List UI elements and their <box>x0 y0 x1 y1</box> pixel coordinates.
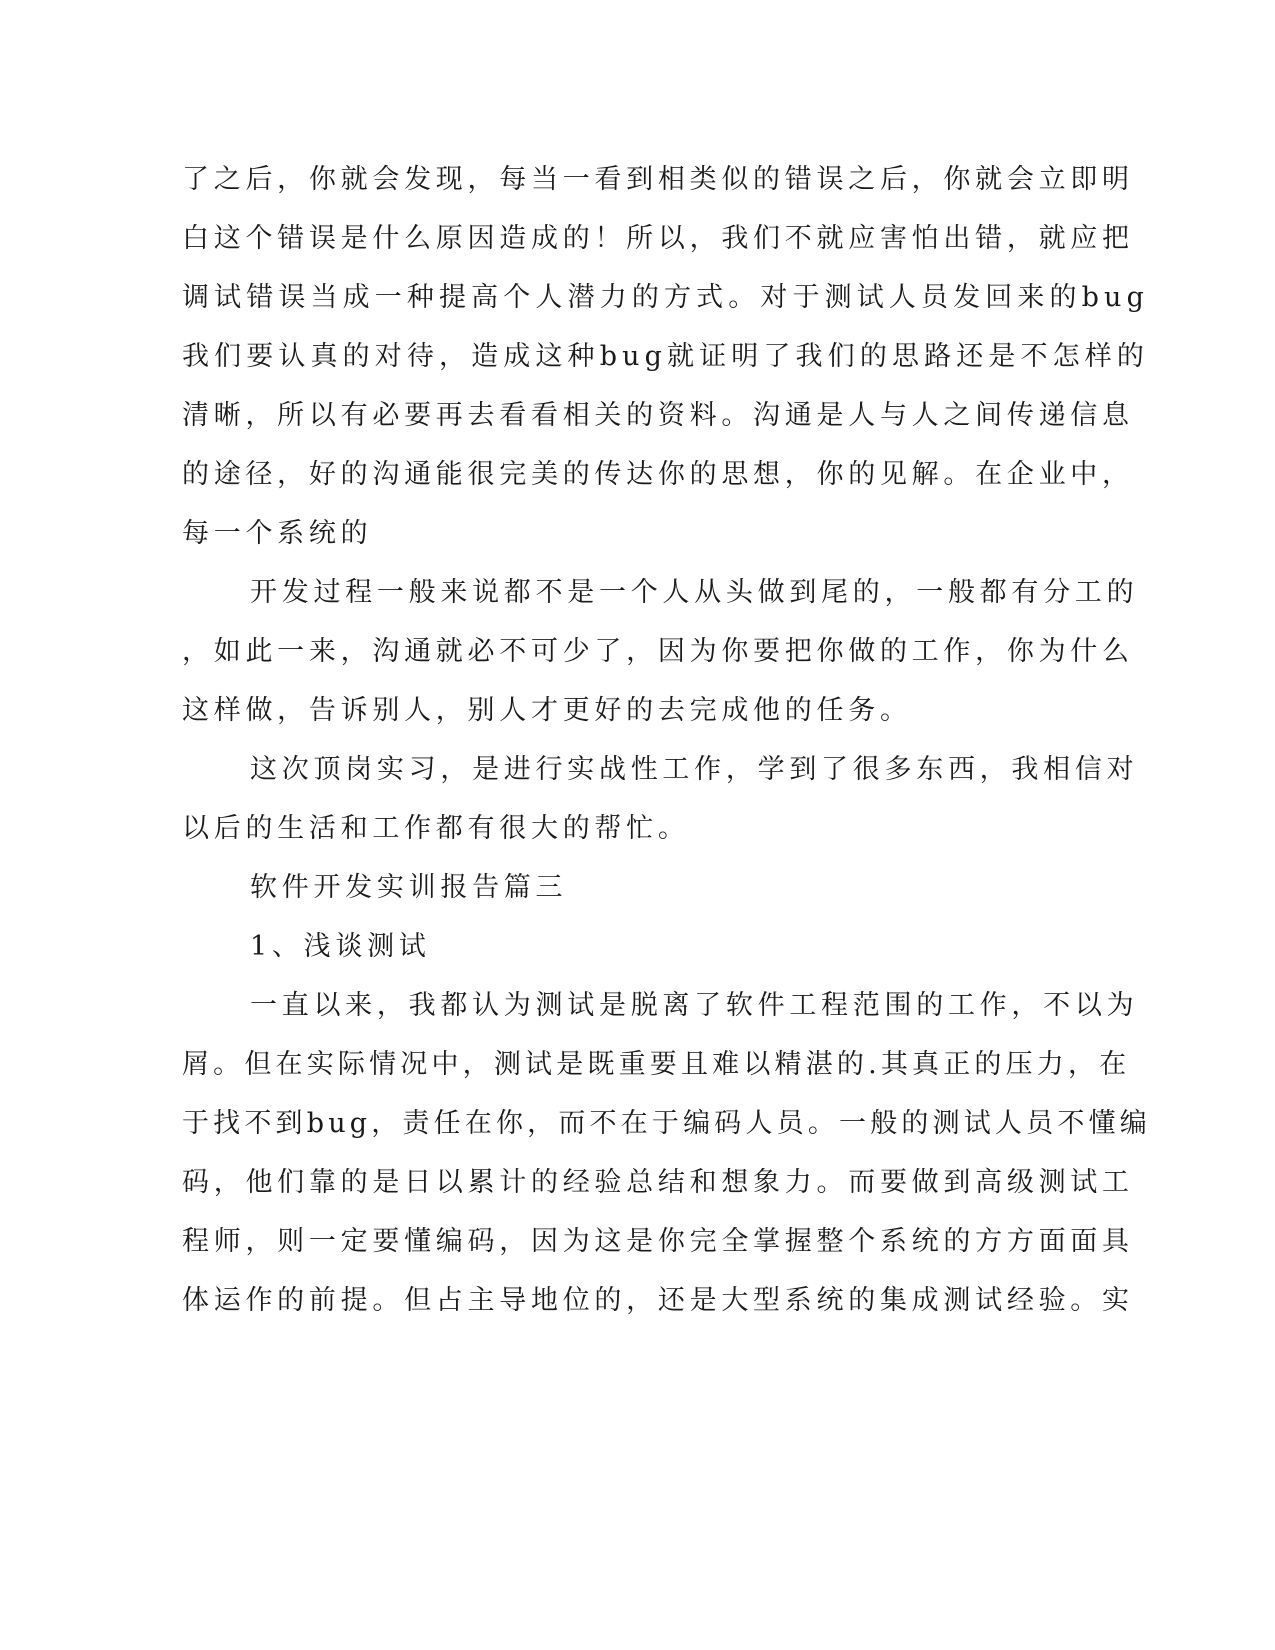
text-line-10: 这样做，告诉别人，别人才更好的去完成他的任务。 <box>182 695 912 726</box>
text-line-3: 调试错误当成一种提高个人潜力的方式。对于测试人员发回来的bug <box>182 282 1149 313</box>
text-line-7: 每一个系统的 <box>182 518 373 549</box>
text-line-18: 码，他们靠的是日以累计的经验总结和想象力。而要做到高级测试工 <box>182 1167 1134 1198</box>
text-line-9: ，如此一来，沟通就必不可少了，因为你要把你做的工作，你为什么 <box>182 636 1134 667</box>
text-line-20: 体运作的前提。但占主导地位的，还是大型系统的集成测试经验。实 <box>182 1285 1134 1316</box>
text-line-8: 开发过程一般来说都不是一个人从头做到尾的，一般都有分工的 <box>250 577 1139 608</box>
text-line-16: 屑。但在实际情况中，测试是既重要且难以精湛的.其真正的压力，在 <box>182 1049 1131 1080</box>
text-line-15: 一直以来，我都认为测试是脱离了软件工程范围的工作，不以为 <box>250 990 1139 1021</box>
text-line-5: 清晰，所以有必要再去看看相关的资料。沟通是人与人之间传递信息 <box>182 400 1134 431</box>
subsection-heading: 1、浅谈测试 <box>250 931 431 962</box>
text-line-1: 了之后，你就会发现，每当一看到相类似的错误之后，你就会立即明 <box>182 164 1134 195</box>
text-line-12: 以后的生活和工作都有很大的帮忙。 <box>182 813 690 844</box>
text-line-17: 于找不到bug，责任在你，而不在于编码人员。一般的测试人员不懂编 <box>182 1108 1151 1139</box>
text-line-6: 的途径，好的沟通能很完美的传达你的思想，你的见解。在企业中， <box>182 459 1134 490</box>
text-line-11: 这次顶岗实习，是进行实战性工作，学到了很多东西，我相信对 <box>250 754 1139 785</box>
text-line-2: 白这个错误是什么原因造成的！所以，我们不就应害怕出错，就应把 <box>182 223 1134 254</box>
text-line-4: 我们要认真的对待，造成这种bug就证明了我们的思路还是不怎样的 <box>182 341 1149 372</box>
text-line-19: 程师，则一定要懂编码，因为这是你完全掌握整个系统的方方面面具 <box>182 1226 1134 1257</box>
section-heading: 软件开发实训报告篇三 <box>250 872 568 903</box>
